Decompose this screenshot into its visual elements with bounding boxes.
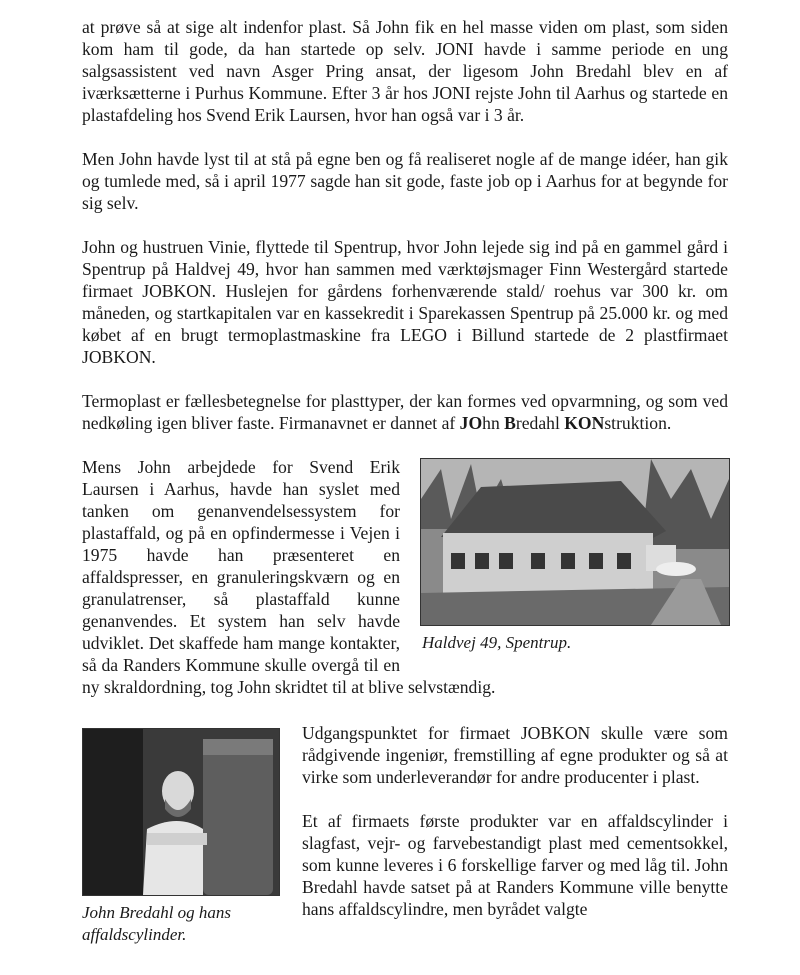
paragraph-3: John og hustruen Vinie, flyttede til Spentrup, hvor John lejede sig ind på en gammel gård i Spentrup på Haldvej 49, hvor han sammen med værktøjsmager Finn Westergård startede firmaet JOBKON. Huslejen for gårdens forhenværende stald/ roehus var 300 kr. om måneden, og startkapitalen var en kassekredit i Sparekassen Spentrup på 25.000 kr. og med købet af en brugt termoplastmaskine fra LEGO i Billund startede de 2 plastfirmaet JOBKON. <box>82 237 728 367</box>
bold-kon: KON <box>564 413 605 433</box>
paragraph-4-text-3: redahl <box>515 413 565 433</box>
bold-b: B <box>504 413 516 433</box>
house-caption: Haldvej 49, Spentrup. <box>422 633 572 652</box>
section-house <box>82 456 728 698</box>
portrait-caption: John Bredahl og hans affaldscylinder. <box>82 903 232 944</box>
paragraph-1: at prøve så at sige alt indenfor plast. Så John fik en hel masse viden om plast, som siden kom ham til gode, da han startede op selv. JONI havde i samme periode en ung salgsassistent ved navn Asger Pring ansat, der ligesom John Bredahl blev en af iværksætterne i Purhus Kommune. Efter 3 år hos JONI rejste John til Aarhus og startede en plastafdeling hos Svend Erik Laursen, hvor han også var i 3 år. <box>82 17 728 125</box>
bold-jo: JO <box>459 413 483 433</box>
paragraph-6: Udgangspunktet for firmaet JOBKON skulle være som rådgivende ingeniør, fremstilling af egne produkter og så at virke som underleverandør for andre producenter i plast. <box>302 723 728 787</box>
document-page <box>82 16 728 952</box>
paragraph-4-text-2: hn <box>482 413 505 433</box>
paragraph-5: Mens John arbejdede for Svend Erik Laursen i Aarhus, havde han syslet med tanken om genanvendelsessystem for plastaffald, og på en opfindermesse i Vejen i 1975 havde han præsenteret en affaldspresser, en granuleringskværn og en granulatrenser, så plastaffald kunne genanvendes. Et system han selv havde udviklet. Det skaffede ham mange kontakter, så da Randers Kommune skulle overgå til en ny skraldordning, tog John skridtet til at blive selvstændig. <box>82 457 496 697</box>
section-portrait <box>82 722 728 952</box>
paragraph-7: Et af firmaets første produkter var en affaldscylinder i slagfast, vejr- og farvebestandigt plast med cementsokkel, som kunne leveres i 6 forskellige farver og med låg til. John Bredahl havde satset på at Randers Kommune ville benytte hans affaldscylindre, men byrådet valgte <box>302 811 728 919</box>
paragraph-2: Men John havde lyst til at stå på egne ben og få realiseret nogle af de mange idéer, han gik og tumlede med, så i april 1977 sagde han sit gode, faste job op i Aarhus for at begynde for sig selv. <box>82 149 728 213</box>
paragraph-4 <box>82 390 728 434</box>
portrait-photo <box>82 728 280 896</box>
paragraph-4-text: Termoplast er fællesbetegnelse for plasttyper, der kan formes ved opvarmning, og som ved nedkøling igen bliver faste. Firmanavnet er dannet af <box>82 391 728 433</box>
portrait-figure <box>82 728 278 946</box>
house-figure <box>420 458 728 654</box>
paragraph-4-text-4: struktion. <box>604 413 672 433</box>
house-photo <box>420 458 730 626</box>
